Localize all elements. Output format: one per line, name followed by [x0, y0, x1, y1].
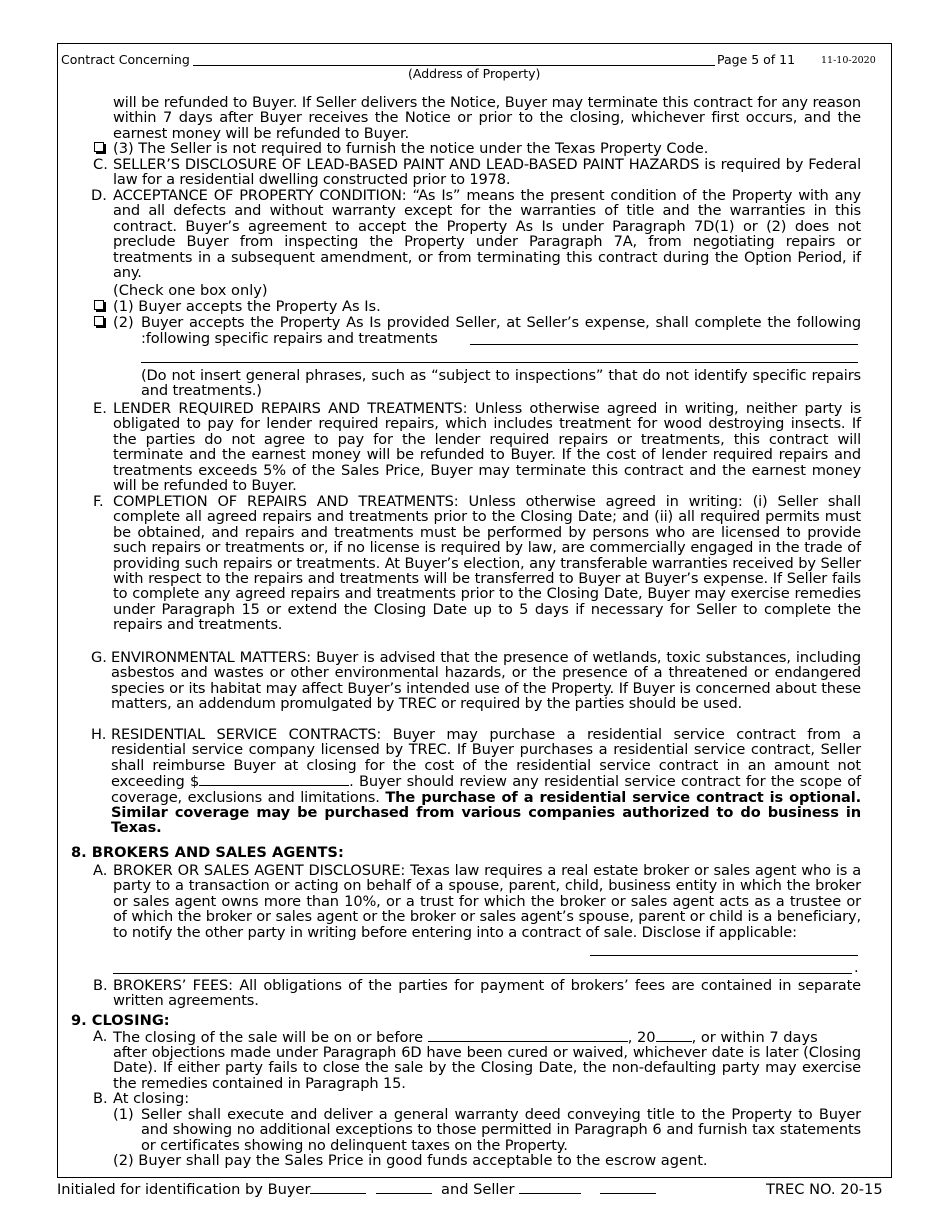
closing-year-prefix: , 20 — [627, 1029, 656, 1046]
section-9-heading: 9. CLOSING: — [71, 1012, 170, 1029]
checkbox-notice-3[interactable] — [94, 142, 104, 152]
section-f-label: F. — [93, 493, 104, 510]
closing-date-line — [113, 1029, 818, 1045]
section-h-label: H. — [91, 726, 107, 743]
closing-date-tail: , or within 7 days — [691, 1029, 818, 1046]
section-e-text: LENDER REQUIRED REPAIRS AND TREATMENTS: Unless otherwise agreed in writing, neither party is obligated to pay for lender required repairs, which includes treatment for wood destroying insects. If the parties do not agree to pay for the lender required repairs or treatments, this contract will terminate and the earnest money will be refunded to Buyer. If the cost of lender required repairs and treatments exceeds 5% of the Sales Price, Buyer may terminate this contract and the earnest money will be refunded to Buyer. — [113, 400, 861, 495]
closing-year-field[interactable] — [656, 1029, 692, 1042]
check-one-note: (Check one box only) — [113, 282, 268, 299]
page-number: Page 5 of 11 — [717, 52, 796, 67]
section-h-text-b: . Buyer should review any residential service contract for the scope of coverage, exclusions and limitations. — [111, 773, 861, 806]
disclosure-field-2[interactable] — [113, 973, 852, 974]
seller-initial-field-1[interactable] — [519, 1181, 581, 1194]
repairs-field-2[interactable] — [141, 362, 858, 363]
repairs-field-1[interactable] — [470, 344, 858, 345]
section-8b-label: B. — [93, 977, 108, 994]
closing-date-field[interactable] — [428, 1029, 628, 1042]
contract-concerning-label: Contract Concerning — [61, 52, 190, 67]
address-caption: (Address of Property) — [408, 66, 541, 81]
footer-initials — [57, 1181, 656, 1198]
section-g-text: ENVIRONMENTAL MATTERS: Buyer is advised that the presence of wetlands, toxic substances, including asbestos and wastes or other environmental hazards, or the presence of a threatened or endangered species or its habitat may affect Buyer’s intended use of the Property. If Buyer is concerned about these matters, an addendum promulgated by TREC or required by the parties should be used. — [111, 649, 861, 713]
section-h-text-a: RESIDENTIAL SERVICE CONTRACTS: Buyer may purchase a residential service contract from a residential service company licensed by TREC. If Buyer purchases a residential service contract, Seller shall reimburse Buyer at closing for the cost of the residential service contract in an amount not exceeding $ — [111, 726, 861, 791]
section-h-text — [111, 727, 861, 836]
footer-seller-label: and Seller — [441, 1181, 515, 1198]
section-8b-text: BROKERS’ FEES: All obligations of the parties for payment of brokers’ fees are contained in separate written agreements. — [113, 977, 861, 1010]
buyer-initial-field-2[interactable] — [376, 1181, 432, 1194]
as-is-option-1: (1) Buyer accepts the Property As Is. — [113, 298, 381, 315]
disclosure-field-1[interactable] — [590, 955, 858, 956]
section-9a-text: after objections made under Paragraph 6D have been cured or waived, whichever date is later (Closing Date). If either party fails to close the sale by the Closing Date, the non-defaulting party may exercise the remedies contained in Paragraph 15. — [113, 1044, 861, 1092]
as-is-option-2-number: (2) — [113, 314, 134, 331]
checkbox-as-is-2[interactable] — [94, 316, 104, 326]
as-is-option-2-tail: following specific repairs and treatments: — [141, 331, 438, 346]
section-9b1-text: Seller shall execute and deliver a general warranty deed conveying title to the Property to Buyer and showing no additional exceptions to those permitted in Paragraph 6 and furnish tax statements or certificates showing no delinquent taxes on the Property. — [141, 1106, 861, 1154]
service-contract-amount-field[interactable] — [199, 773, 349, 786]
footer-buyer-label: Initialed for identification by Buyer — [57, 1181, 311, 1198]
section-9b1-number: (1) — [113, 1106, 134, 1123]
seller-initial-field-2[interactable] — [600, 1181, 656, 1194]
buyer-initial-field-1[interactable] — [310, 1181, 366, 1194]
section-d-text: ACCEPTANCE OF PROPERTY CONDITION: “As Is” means the present condition of the Property with any and all defects and without warranty except for the warranties of title and the warranties in this contract. Buyer’s agreement to accept the Property As Is under Paragraph 7D(1) or (2) does not preclude Buyer from inspecting the Property under Paragraph 7A, from negotiating repairs or treatments in a subsequent amendment, or from terminating this contract during the Option Period, if any. — [113, 187, 861, 282]
disclosure-period: . — [854, 959, 859, 976]
as-is-option-2-text: Buyer accepts the Property As Is provided Seller, at Seller’s expense, shall complete the following — [141, 315, 861, 330]
section-9b-label: B. — [93, 1090, 108, 1107]
checkbox-as-is-1[interactable] — [94, 300, 104, 310]
form-number: TREC NO. 20-15 — [766, 1181, 883, 1198]
repairs-note: (Do not insert general phrases, such as “subject to inspections” that do not identify specific repairs and treatments.) — [141, 367, 861, 400]
notice-continuation: will be refunded to Buyer. If Seller delivers the Notice, Buyer may terminate this contract for any reason within 7 days after Buyer receives the Notice or prior to the closing, whichever first occurs, and the earnest money will be refunded to Buyer. — [113, 94, 861, 142]
section-e-label: E. — [93, 400, 107, 417]
section-g-label: G. — [91, 649, 107, 666]
section-9b2-text: (2) Buyer shall pay the Sales Price in good funds acceptable to the escrow agent. — [113, 1152, 708, 1169]
form-date: 11-10-2020 — [821, 55, 876, 66]
section-9a-label: A. — [93, 1028, 108, 1045]
section-9b-text: At closing: — [113, 1090, 190, 1107]
section-8a-text: BROKER OR SALES AGENT DISCLOSURE: Texas law requires a real estate broker or sales agent who is a party to a transaction or acting on behalf of a spouse, parent, child, business entity in which the broker or sales agent owns more than 10%, or a trust for which the broker or sales agent acts as a trustee or of which the broker or sales agent or the broker or sales agent’s spouse, parent or child is a beneficiary, to notify the other party in writing before entering into a contract of sale. Disclose if applicable: — [113, 862, 861, 941]
section-f-text: COMPLETION OF REPAIRS AND TREATMENTS: Unless otherwise agreed in writing: (i) Seller shall complete all agreed repairs and treatments prior to the Closing Date; and (ii) all required permits must be obtained, and repairs and treatments must be performed by persons who are licensed to provide such repairs or treatments or, if no license is required by law, are commercially engaged in the trade of providing such repairs or treatments. At Buyer’s election, any transferable warranties received by Seller with respect to the repairs and treatments will be transferred to Buyer at Buyer’s expense. If Seller fails to complete any agreed repairs and treatments prior to the Closing Date, Buyer may exercise remedies under Paragraph 15 or extend the Closing Date up to 5 days if necessary for Seller to complete the repairs and treatments. — [113, 493, 861, 634]
section-8a-label: A. — [93, 862, 108, 879]
section-c-label: C. — [93, 156, 108, 173]
section-8-heading: 8. BROKERS AND SALES AGENTS: — [71, 844, 344, 861]
section-d-label: D. — [91, 187, 107, 204]
section-c-text: SELLER’S DISCLOSURE OF LEAD-BASED PAINT AND LEAD-BASED PAINT HAZARDS is required by Federal law for a residential dwelling constructed prior to 1978. — [113, 156, 861, 189]
closing-date-lead: The closing of the sale will be on or before — [113, 1029, 424, 1046]
notice-option-3: (3) The Seller is not required to furnish the notice under the Texas Property Code. — [113, 140, 709, 157]
section-h-bold: The purchase of a residential service contract is optional. Similar coverage may be purchased from various companies authorized to do business in Texas. — [111, 788, 861, 837]
